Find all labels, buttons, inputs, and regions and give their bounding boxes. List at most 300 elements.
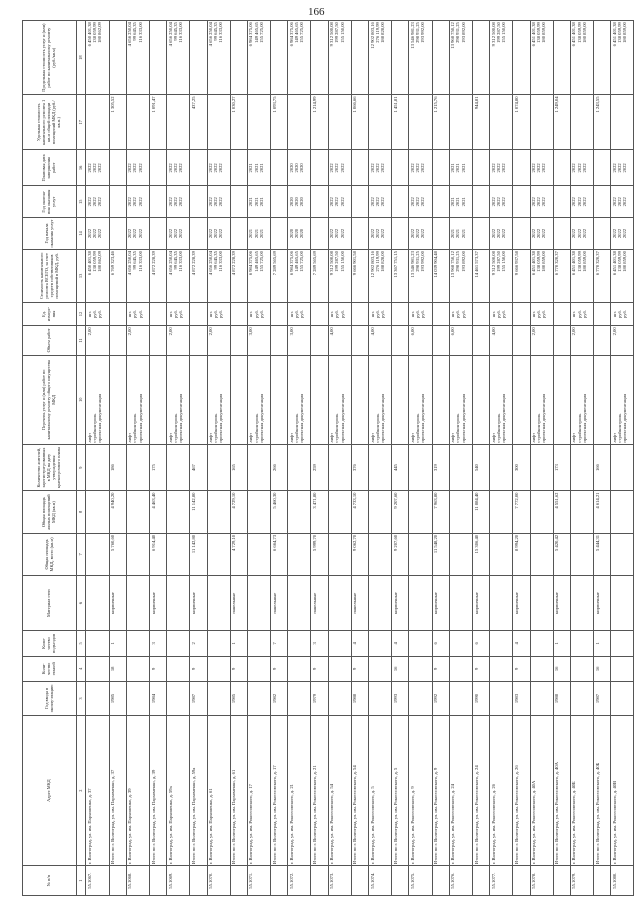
residents (570, 444, 593, 491)
table-row (247, 21, 270, 896)
unit-cost (247, 95, 270, 150)
total-area (328, 533, 351, 575)
units (207, 302, 230, 325)
end-year-line: 2022 (581, 197, 587, 207)
living-area: 5 460,30 (271, 491, 288, 533)
total-area: 4 729,10 (230, 533, 247, 575)
work-types (490, 355, 513, 444)
living-area: 4 614,21 (594, 491, 611, 533)
cost-limit (207, 21, 230, 95)
planned-completion-line: 2022 (213, 163, 219, 173)
units (328, 302, 351, 325)
planned-completion-line: 2022 (132, 163, 138, 173)
total-area: 5 999,70 (311, 533, 328, 575)
year-built: 1987 (190, 682, 207, 716)
start-year (207, 218, 230, 250)
year-built: 1987 (594, 682, 611, 716)
cost-limit-line: 298 931,25 (415, 22, 421, 43)
start-year-line: 2020 (288, 228, 294, 239)
end-year (409, 186, 432, 218)
entrances (207, 631, 230, 656)
work-types (351, 355, 368, 444)
work-types-line: лифт (86, 432, 92, 443)
repair-cost-line: 9 312 500,08 (490, 251, 496, 276)
address: Итого по г. Волгоград, ул. им. Пархоменко, д. 61 (230, 715, 247, 865)
year-built (247, 682, 270, 716)
row-number (594, 866, 611, 896)
work-types-line: лифт (531, 432, 537, 443)
landscape-content (22, 20, 628, 896)
planned-completion-line: 2022 (172, 163, 178, 173)
planned-completion-line: 2022 (536, 163, 542, 173)
cost-limit (570, 21, 593, 95)
total-area: 8 994,20 (513, 533, 530, 575)
planned-completion-line: 2022 (334, 163, 340, 173)
work-volume: 2,00 (126, 326, 149, 356)
end-year (570, 186, 593, 218)
start-year (530, 218, 553, 250)
header-cell: Материал стен (23, 576, 77, 631)
wall-material: кирпичные (392, 576, 409, 631)
units-line: руб. (253, 310, 259, 318)
planned-completion-line: 2021 (460, 163, 466, 173)
work-types-line: стройконтроль (616, 413, 622, 443)
total-area (449, 533, 472, 575)
end-year-line: 2022 (616, 197, 622, 207)
address: г. Волгоград, ул. им. Рокоссовского, д. 21 (288, 715, 311, 865)
planned-completion (288, 150, 311, 186)
planned-completion-line: 2020 (293, 163, 299, 173)
cost-limit-line: 188 828,00 (379, 22, 385, 43)
floors: 9 (190, 656, 207, 681)
cost-limit (369, 21, 392, 95)
cost-limit (288, 21, 311, 95)
work-types-line: лифт (490, 432, 496, 443)
floors (570, 656, 593, 681)
planned-completion (167, 150, 190, 186)
repair-cost-line: 99 645,35 (213, 251, 219, 270)
living-area: 9 207,60 (392, 491, 409, 533)
address: г. Волгоград, ул. им. Пархоменко, д. 59а (167, 715, 190, 865)
residents: 259 (311, 444, 328, 491)
units-line: руб. (132, 310, 138, 318)
start-year-line: 2022 (374, 228, 380, 239)
work-types (369, 355, 392, 444)
work-types-line: лифт (571, 432, 577, 443)
work-volume (271, 326, 288, 356)
cost-limit (271, 21, 288, 95)
work-types-line: проектная документация (299, 393, 305, 443)
work-types-line: проектная документация (420, 393, 426, 443)
address: Итого по г. Волгоград, ул. им. Рокоссовского, д. 21 (311, 715, 328, 865)
units-line: шт. (571, 310, 577, 318)
residents: 266 (271, 444, 288, 491)
end-year-line: 2022 (218, 197, 224, 207)
planned-completion-line: 2022 (208, 163, 214, 173)
planned-completion (392, 150, 409, 186)
work-types-line: проектная документация (541, 393, 547, 443)
planned-completion-line: 2022 (86, 163, 92, 173)
planned-completion (109, 150, 126, 186)
units (570, 302, 593, 325)
planned-completion-line: 2022 (531, 163, 537, 173)
units-line: шт. (208, 310, 214, 318)
work-types (570, 355, 593, 444)
start-year (328, 218, 351, 250)
planned-completion-line: 2020 (288, 163, 294, 173)
start-year-line: 2022 (501, 228, 506, 239)
planned-completion-line: 2022 (490, 163, 496, 173)
entrances (167, 631, 190, 656)
repair-plan-table (22, 20, 634, 896)
start-year-line: 2022 (97, 228, 103, 239)
end-year-line: 2022 (97, 197, 103, 207)
start-year-line: 2020 (299, 228, 305, 239)
start-year-line: 2022 (581, 228, 587, 239)
column-number: 1 (77, 866, 86, 896)
planned-completion-line: 2021 (258, 163, 264, 173)
entrances: 6 (472, 631, 489, 656)
end-year (328, 186, 351, 218)
living-area: 4 940,20 (109, 491, 126, 533)
residents: 300 (513, 444, 530, 491)
units-line: шт. (248, 310, 254, 318)
cost-limit (553, 21, 570, 95)
unit-cost (207, 95, 230, 150)
work-volume (594, 326, 611, 356)
floors: 9 (230, 656, 247, 681)
wall-material (490, 576, 513, 631)
header-cell: № п/п (23, 866, 77, 896)
units (369, 302, 392, 325)
repair-cost-line: 9 312 500,08 (329, 251, 335, 276)
floors (611, 656, 634, 681)
address: Итого по г. Волгоград, ул. им. Рокоссовского, д. 9 (432, 715, 449, 865)
address: г. Волгоград, ул. им. Пархоменко, д. 61 (207, 715, 230, 865)
planned-completion-line: 2021 (253, 163, 259, 173)
work-types (288, 355, 311, 444)
planned-completion-line: 2022 (178, 163, 183, 173)
address: Итого по г. Волгоград, ул. им. Рокоссовского, д. 40А (553, 715, 570, 865)
repair-cost-line: 7 289 565,69 (312, 251, 318, 276)
work-types-line: проектная документация (339, 393, 345, 443)
units-line: шт. (369, 310, 375, 318)
floors (167, 656, 190, 681)
end-year-line: 2022 (495, 197, 501, 207)
year-built (449, 682, 472, 716)
row-number (472, 866, 489, 896)
cost-limit-line: 155 725,00 (299, 22, 305, 43)
end-year (490, 186, 513, 218)
cost-limit-line: 116 333,00 (137, 22, 143, 43)
living-area (369, 491, 392, 533)
repair-cost-line: 6 451 401,38 (611, 251, 617, 276)
repair-cost-line: 6 984 375,06 (288, 251, 294, 276)
units-line: руб. (420, 310, 426, 318)
cost-limit-line: 9 312 500,08 (329, 22, 335, 47)
row-number: 55.1070. (207, 866, 230, 896)
column-number: 12 (77, 302, 86, 325)
living-area: 3 471,80 (311, 491, 328, 533)
planned-completion (207, 150, 230, 186)
unit-cost: 1 091,47 (149, 95, 166, 150)
repair-cost-line: 13 968 750,12 (450, 251, 456, 278)
address: г. Волгоград, ул. им. Рокоссовского, д. 26 (490, 715, 513, 865)
wall-material (611, 576, 634, 631)
year-built (611, 682, 634, 716)
cost-limit-line: 13 968 750,12 (450, 22, 456, 49)
repair-cost (513, 249, 530, 302)
total-area: 11 142,80 (190, 533, 207, 575)
row-number: 55.1068. (126, 866, 149, 896)
end-year (369, 186, 392, 218)
address: Итого по г. Волгоград, ул. им. Рокоссовского, д. 17 (271, 715, 288, 865)
work-types-line: стройконтроль (92, 413, 98, 443)
total-area (369, 533, 392, 575)
cost-limit-line: 193 892,00 (460, 22, 466, 43)
units (449, 302, 472, 325)
wall-material: кирпичные (594, 576, 611, 631)
entrances: 1 (594, 631, 611, 656)
work-volume: 6,00 (449, 326, 472, 356)
table-row-total (594, 21, 611, 896)
table-row (86, 21, 109, 896)
entrances (530, 631, 553, 656)
unit-cost (86, 95, 109, 150)
wall-material (167, 576, 190, 631)
work-types-line: проектная документация (178, 393, 183, 443)
column-number: 7 (77, 533, 86, 575)
repair-cost (594, 249, 611, 302)
cost-limit-line: 6 451 401,38 (531, 22, 537, 47)
total-area: 6 664,73 (271, 533, 288, 575)
column-number: 9 (77, 444, 86, 491)
units (472, 302, 489, 325)
units-line: руб. (379, 310, 385, 318)
end-year-line: 2022 (86, 197, 92, 207)
units-line: шт. (450, 310, 456, 318)
end-year (86, 186, 109, 218)
cost-limit (230, 21, 247, 95)
entrances: 4 (513, 631, 530, 656)
header-cell: Удельная стоимость капитального ремонта 1 кв.м общей площади помещений МКД (руб./кв.м.) (23, 95, 77, 150)
entrances (126, 631, 149, 656)
units (167, 302, 190, 325)
address: г. Волгоград, ул. им. Рокоссовского, д. 40А (530, 715, 553, 865)
address: г. Волгоград, ул. им. Рокоссовского, д. 40Б (570, 715, 593, 865)
start-year (86, 218, 109, 250)
floors: 16 (594, 656, 611, 681)
living-area (126, 491, 149, 533)
total-area: 6 914,40 (149, 533, 166, 575)
row-number: 55.1077. (490, 866, 513, 896)
unit-cost (409, 95, 432, 150)
work-volume: 2,00 (570, 326, 593, 356)
row-number: 55.1075. (409, 866, 432, 896)
repair-cost-line: 4 872 228,39 (231, 251, 237, 276)
total-area (530, 533, 553, 575)
start-year-line: 2022 (495, 228, 501, 239)
work-types (611, 355, 634, 444)
total-area (611, 533, 634, 575)
work-types-line: стройконтроль (576, 413, 582, 443)
wall-material (207, 576, 230, 631)
start-year-line: 2022 (536, 228, 542, 239)
row-number: 55.1072. (288, 866, 311, 896)
repair-cost-line: 298 931,25 (415, 251, 421, 272)
wall-material (288, 576, 311, 631)
unit-cost: 1 214,99 (311, 95, 328, 150)
cost-limit-line: 199 287,50 (495, 22, 501, 43)
cost-limit-line: 138 059,99 (576, 22, 582, 43)
cost-limit-line: 6 450 401,38 (86, 22, 92, 47)
address: г. Волгоград, ул. им. Рокоссовского, д. 54 (328, 715, 351, 865)
address: Итого по г. Волгоград, ул. им. Пархоменко, д. 59а (190, 715, 207, 865)
wall-material: панельные (311, 576, 328, 631)
work-types-line: стройконтроль (495, 413, 501, 443)
end-year (351, 186, 368, 218)
work-types-line: стройконтроль (132, 413, 138, 443)
repair-cost (109, 249, 126, 302)
repair-cost-line: 4 656 250,04 (167, 251, 173, 276)
repair-cost-line: 193 992,00 (420, 251, 426, 272)
row-number (311, 866, 328, 896)
table-row-total (472, 21, 489, 896)
unit-cost: 1 249,04 (553, 95, 570, 150)
units-line: руб. (218, 310, 224, 318)
end-year-line: 2022 (208, 197, 214, 207)
year-built (409, 682, 432, 716)
end-year (271, 186, 288, 218)
address: Итого по г. Волгоград, ул. им. Рокоссовского, д. 5 (392, 715, 409, 865)
column-number: 2 (77, 715, 86, 865)
floors (449, 656, 472, 681)
floors (328, 656, 351, 681)
end-year-line: 2022 (622, 197, 628, 207)
work-volume (553, 326, 570, 356)
unit-cost (288, 95, 311, 150)
end-year (230, 186, 247, 218)
floors: 18 (109, 656, 126, 681)
cost-limit-line: 180 859,00 (541, 22, 547, 43)
start-year-line: 2022 (172, 228, 178, 239)
work-types-line: лифт (127, 432, 133, 443)
year-built (86, 682, 109, 716)
repair-cost-line: 14 461 573,37 (473, 251, 479, 278)
table-row (449, 21, 472, 896)
units-line: руб. (576, 310, 582, 318)
end-year-line: 2022 (92, 197, 98, 207)
residents: 186 (109, 444, 126, 491)
column-number: 13 (77, 249, 86, 302)
wall-material (409, 576, 432, 631)
start-year-line: 2022 (137, 228, 143, 239)
units-line: руб. (258, 310, 264, 318)
cost-limit-line: 4 656 250,04 (208, 22, 214, 47)
end-year-line: 2022 (490, 197, 496, 207)
work-types-line: проектная документация (218, 393, 224, 443)
units-line: руб. (622, 310, 628, 318)
table-row-total (190, 21, 207, 896)
start-year-line: 2022 (178, 228, 183, 239)
table-header-row (23, 21, 77, 896)
planned-completion-line: 2022 (576, 163, 582, 173)
header-cell: Год оконча-ния оказания услуг (23, 186, 77, 218)
row-number: 55.1074. (369, 866, 392, 896)
cost-limit (392, 21, 409, 95)
wall-material: панельные (271, 576, 288, 631)
table-row (611, 21, 634, 896)
work-volume (351, 326, 368, 356)
cost-limit-line: 149 465,65 (253, 22, 259, 43)
unit-cost (530, 95, 553, 150)
repair-cost-line: 6 770 320,37 (554, 251, 560, 276)
year-built: 1988 (351, 682, 368, 716)
planned-completion-line: 2021 (450, 163, 456, 173)
floors: 9 (271, 656, 288, 681)
units-line: руб. (501, 310, 506, 318)
repair-cost-line: 138 059,99 (92, 251, 98, 272)
entrances: 3 (149, 631, 166, 656)
floors (86, 656, 109, 681)
repair-cost (167, 249, 190, 302)
wall-material (449, 576, 472, 631)
start-year-line: 2020 (293, 228, 299, 239)
start-year-line: 2022 (218, 228, 224, 239)
unit-cost: 1 074,80 (513, 95, 530, 150)
table-row (570, 21, 593, 896)
end-year (432, 186, 449, 218)
units (553, 302, 570, 325)
table-row-total (230, 21, 247, 896)
address: Итого по г. Волгоград, ул. им. Пархоменко, д. 39 (149, 715, 166, 865)
cost-limit-line: 138 059,99 (92, 22, 98, 43)
end-year-line: 2022 (531, 197, 537, 207)
end-year-line: 2022 (409, 197, 415, 207)
planned-completion (570, 150, 593, 186)
work-types (207, 355, 230, 444)
cost-limit (449, 21, 472, 95)
work-types-line: стройконтроль (415, 413, 421, 443)
residents (247, 444, 270, 491)
work-types (109, 355, 126, 444)
repair-cost-line: 6 770 320,37 (594, 251, 600, 276)
units (247, 302, 270, 325)
header-cell: Коли-чество подъездов (23, 631, 77, 656)
address: Итого по г. Волгоград, ул. им. Рокоссовского, д. 24 (472, 715, 489, 865)
year-built: 1992 (432, 682, 449, 716)
work-types (247, 355, 270, 444)
cost-limit (311, 21, 328, 95)
units-line: руб. (374, 310, 380, 318)
total-area: 11 548,20 (432, 533, 449, 575)
address: Итого по г. Волгоград, ул. им. Рокоссовского, д. 26 (513, 715, 530, 865)
total-area: 5 420,42 (553, 533, 570, 575)
row-number: 55.1080. (611, 866, 634, 896)
header-cell: Общая площадь жилых помещений МКД (кв.м) (23, 491, 77, 533)
planned-completion-line: 2022 (329, 163, 335, 173)
end-year-line: 2022 (334, 197, 340, 207)
planned-completion-line: 2021 (248, 163, 254, 173)
wall-material: кирпичные (109, 576, 126, 631)
repair-cost-line: 116 333,00 (218, 251, 224, 272)
units (409, 302, 432, 325)
start-year (490, 218, 513, 250)
repair-cost-line: 4 872 228,39 (190, 251, 196, 276)
column-number: 18 (77, 21, 86, 95)
work-types-line: стройконтроль (293, 413, 299, 443)
residents (530, 444, 553, 491)
